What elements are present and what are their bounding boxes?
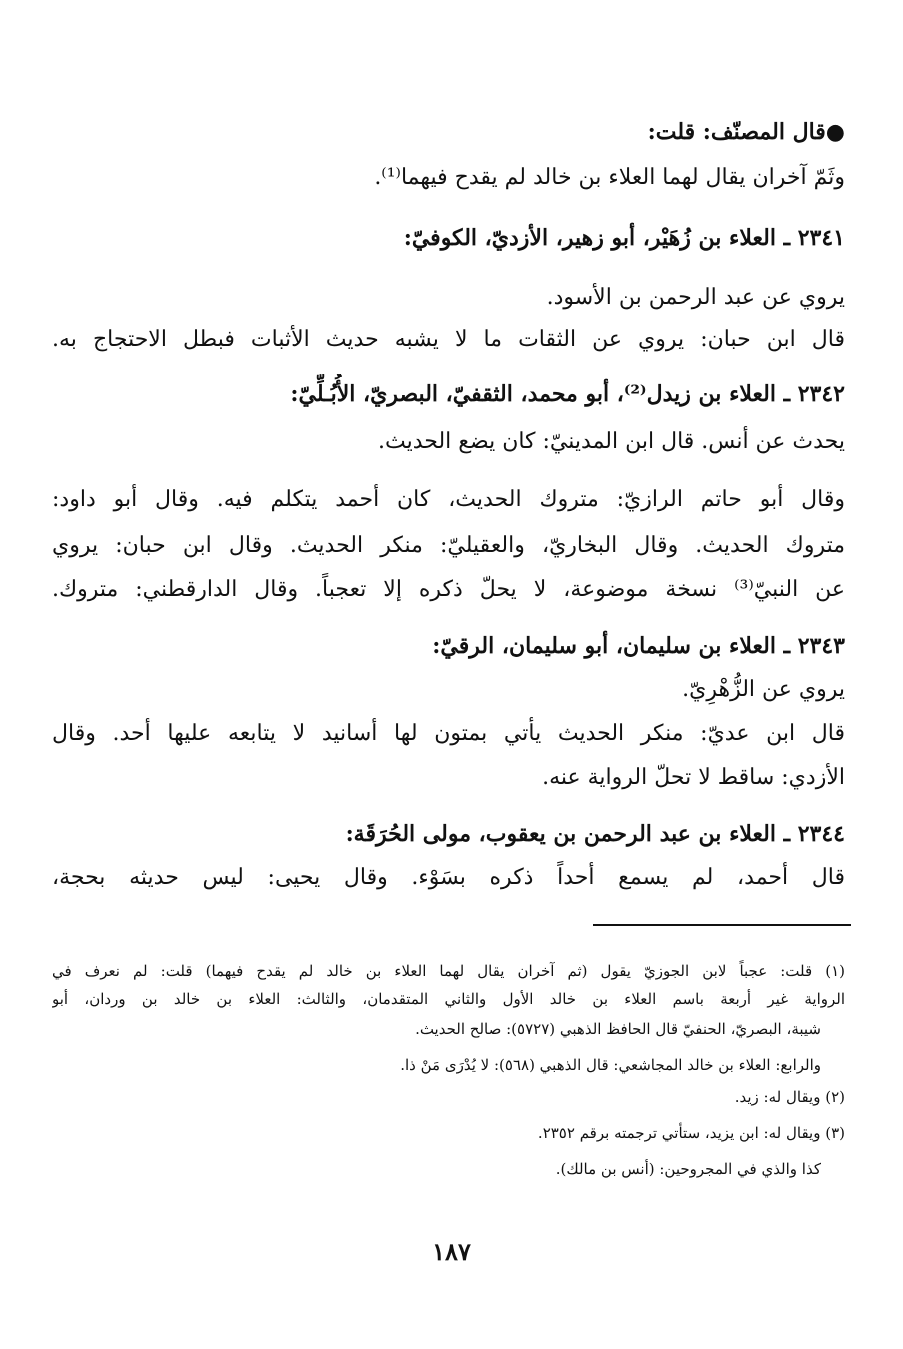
- footnote-line: الرواية غير أربعة باسم العلاء بن خالد الأول والثاني المتقدمان، والثالث: العلاء بن خالد بن وردان، أبو: [52, 990, 845, 1008]
- entry-text: وقال أبو حاتم الرازيّ: متروك الحديث، كان أحمد يتكلم فيه. وقال أبو داود:: [52, 487, 845, 512]
- author-note-line: وثَمّ آخران يقال لهما العلاء بن خالد لم يقدح فيهما⁽¹⁾.: [374, 165, 845, 190]
- footnote-divider: [593, 924, 851, 926]
- entry-text: الأزدي: ساقط لا تحلّ الرواية عنه.: [542, 765, 845, 790]
- entry-text: قال ابن حبان: يروي عن الثقات ما لا يشبه حديث الأثبات فبطل الاحتجاج به.: [52, 327, 845, 352]
- author-note-label: ●قال المصنّف: قلت:: [647, 119, 845, 145]
- page-number: ١٨٧: [432, 1237, 471, 1266]
- footnote-line: والرابع: العلاء بن خالد المجاشعي: قال الذهبي (٥٦٨): لا يُدْرَى مَنْ ذا.: [400, 1056, 821, 1074]
- entry-text: يروي عن الزُّهْرِيّ.: [682, 677, 845, 702]
- entry-heading: ٢٣٤٣ ـ العلاء بن سليمان، أبو سليمان، الرقيّ:: [432, 633, 845, 659]
- footnote-line: (٣) ويقال له: ابن يزيد، ستأتي ترجمته برقم ٢٣٥٢.: [537, 1124, 845, 1142]
- footnote-line: شيبة، البصريّ، الحنفيّ قال الحافظ الذهبي (٥٧٢٧): صالح الحديث.: [415, 1020, 821, 1038]
- footnote-line: كذا والذي في المجروحين: (أنس بن مالك).: [555, 1160, 821, 1178]
- entry-text: يروي عن عبد الرحمن بن الأسود.: [546, 285, 845, 310]
- entry-text: يحدث عن أنس. قال ابن المدينيّ: كان يضع الحديث.: [378, 429, 845, 454]
- entry-text: قال ابن عديّ: منكر الحديث يأتي بمتون لها أسانيد لا يتابعه عليها أحد. وقال: [52, 721, 845, 746]
- entry-text: عن النبيّ⁽³⁾ نسخة موضوعة، لا يحلّ ذكره إلا تعجباً. وقال الدارقطني: متروك.: [52, 577, 845, 602]
- entry-text: متروك الحديث. وقال البخاريّ، والعقيليّ: منكر الحديث. وقال ابن حبان: يروي: [52, 533, 845, 558]
- footnote-line: (١) قلت: عجباً لابن الجوزيّ يقول (ثم آخران يقال لهما العلاء بن خالد لم يقدح فيهما) قلت: لم نعرف في: [52, 962, 845, 980]
- entry-text: قال أحمد، لم يسمع أحداً ذكره بسَوْء. وقال يحيى: ليس حديثه بحجة،: [52, 865, 845, 890]
- entry-heading: ٢٣٤١ ـ العلاء بن زُهَيْر، أبو زهير، الأزديّ، الكوفيّ:: [403, 225, 845, 251]
- footnote-line: (٢) ويقال له: زيد.: [734, 1088, 845, 1106]
- entry-heading: ٢٣٤٢ ـ العلاء بن زيدل⁽²⁾، أبو محمد، الثقفيّ، البصريّ، الأُبُـلِّيّ:: [290, 381, 845, 407]
- entry-heading: ٢٣٤٤ ـ العلاء بن عبد الرحمن بن يعقوب، مولى الحُرَقَة:: [345, 821, 845, 847]
